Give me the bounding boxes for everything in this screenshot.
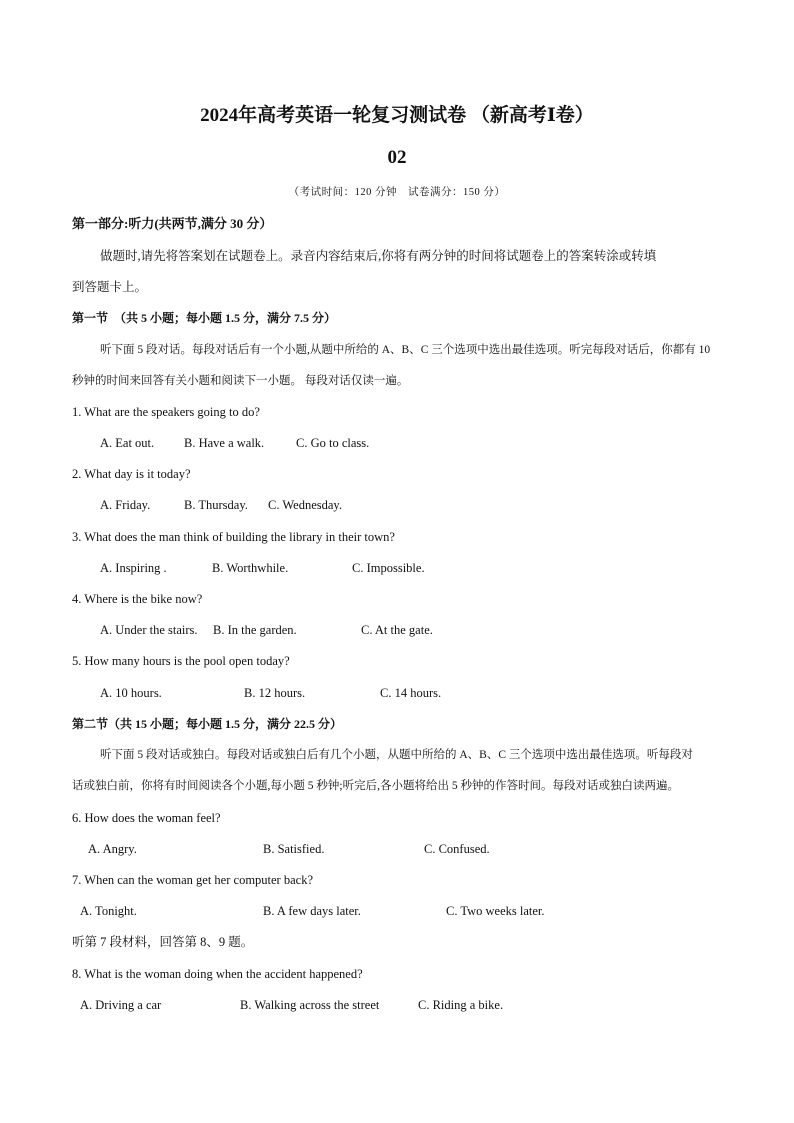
section2-heading: 第二节（共 15 小题；每小题 1.5 分，满分 22.5 分） bbox=[72, 717, 343, 731]
question-8: 8. What is the woman doing when the accident happened? bbox=[72, 967, 363, 981]
q4-option-a: A. Under the stairs. bbox=[100, 623, 198, 637]
q5-option-b: B. 12 hours. bbox=[244, 686, 306, 700]
q7-option-c: C. Two weeks later. bbox=[446, 904, 545, 918]
question-1: 1. What are the speakers going to do? bbox=[72, 405, 260, 419]
question-5: 5. How many hours is the pool open today? bbox=[72, 654, 290, 668]
q2-option-b: B. Thursday. bbox=[184, 498, 248, 512]
part1-intro-line2: 到答题卡上。 bbox=[72, 280, 148, 294]
question-7: 7. When can the woman get her computer back? bbox=[72, 873, 313, 887]
q1-option-b: B. Have a walk. bbox=[184, 436, 265, 450]
q6-option-b: B. Satisfied. bbox=[263, 842, 325, 856]
section1-intro-line1: 听下面 5 段对话。每段对话后有一个小题,从题中所给的 A、B、C 三个选项中选出最佳选项。听完每段对话后，你都有 10 bbox=[100, 344, 711, 356]
question-3: 3. What does the man think of building the library in their town? bbox=[72, 530, 395, 544]
q4-option-c: C. At the gate. bbox=[361, 623, 433, 637]
q1-option-a: A. Eat out. bbox=[100, 436, 155, 450]
question-4: 4. Where is the bike now? bbox=[72, 592, 203, 606]
section1-heading: 第一节 （共 5 小题；每小题 1.5 分，满分 7.5 分） bbox=[72, 311, 337, 325]
q8-option-c: C. Riding a bike. bbox=[418, 998, 504, 1012]
q3-option-c: C. Impossible. bbox=[352, 561, 425, 575]
q6-option-a: A. Angry. bbox=[88, 842, 137, 856]
question-6: 6. How does the woman feel? bbox=[72, 811, 221, 825]
q4-option-b: B. In the garden. bbox=[213, 623, 297, 637]
section2-intro-line1: 听下面 5 段对话或独白。每段对话或独白后有几个小题，从题中所给的 A、B、C 三个选项中选出最佳选项。听每段对 bbox=[100, 749, 693, 761]
question-2: 2. What day is it today? bbox=[72, 467, 191, 481]
q3-option-a: A. Inspiring . bbox=[100, 561, 167, 575]
exam-meta: （考试时间：120 分钟 试卷满分：150 分） bbox=[288, 187, 506, 198]
q7-option-a: A. Tonight. bbox=[80, 904, 137, 918]
part1-heading: 第一部分:听力(共两节,满分 30 分） bbox=[72, 216, 273, 231]
section2-intro-line2: 话或独白前，你将有时间阅读各个小题,每小题 5 秒钟;听完后,各小题将给出 5 秒钟的作答时间。每段对话或独白读两遍。 bbox=[72, 780, 679, 792]
q1-option-c: C. Go to class. bbox=[296, 436, 370, 450]
q2-option-a: A. Friday. bbox=[100, 498, 151, 512]
q6-option-c: C. Confused. bbox=[424, 842, 490, 856]
q8-option-b: B. Walking across the street bbox=[240, 998, 380, 1012]
exam-title: 2024年高考英语一轮复习测试卷 （新高考Ⅰ卷） bbox=[200, 105, 594, 126]
section1-intro-line2: 秒钟的时间来回答有关小题和阅读下一小题。 每段对话仅读一遍。 bbox=[72, 375, 409, 387]
q7-option-b: B. A few days later. bbox=[263, 904, 361, 918]
part1-intro-line1: 做题时,请先将答案划在试题卷上。录音内容结束后,你将有两分钟的时间将试题卷上的答案转涂或转填 bbox=[100, 249, 657, 263]
exam-number: 02 bbox=[387, 147, 407, 168]
material-note: 听第 7 段材料，回答第 8、9 题。 bbox=[72, 935, 254, 949]
q2-option-c: C. Wednesday. bbox=[268, 498, 342, 512]
q3-option-b: B. Worthwhile. bbox=[212, 561, 289, 575]
q8-option-a: A. Driving a car bbox=[80, 998, 162, 1012]
q5-option-c: C. 14 hours. bbox=[380, 686, 442, 700]
q5-option-a: A. 10 hours. bbox=[100, 686, 162, 700]
